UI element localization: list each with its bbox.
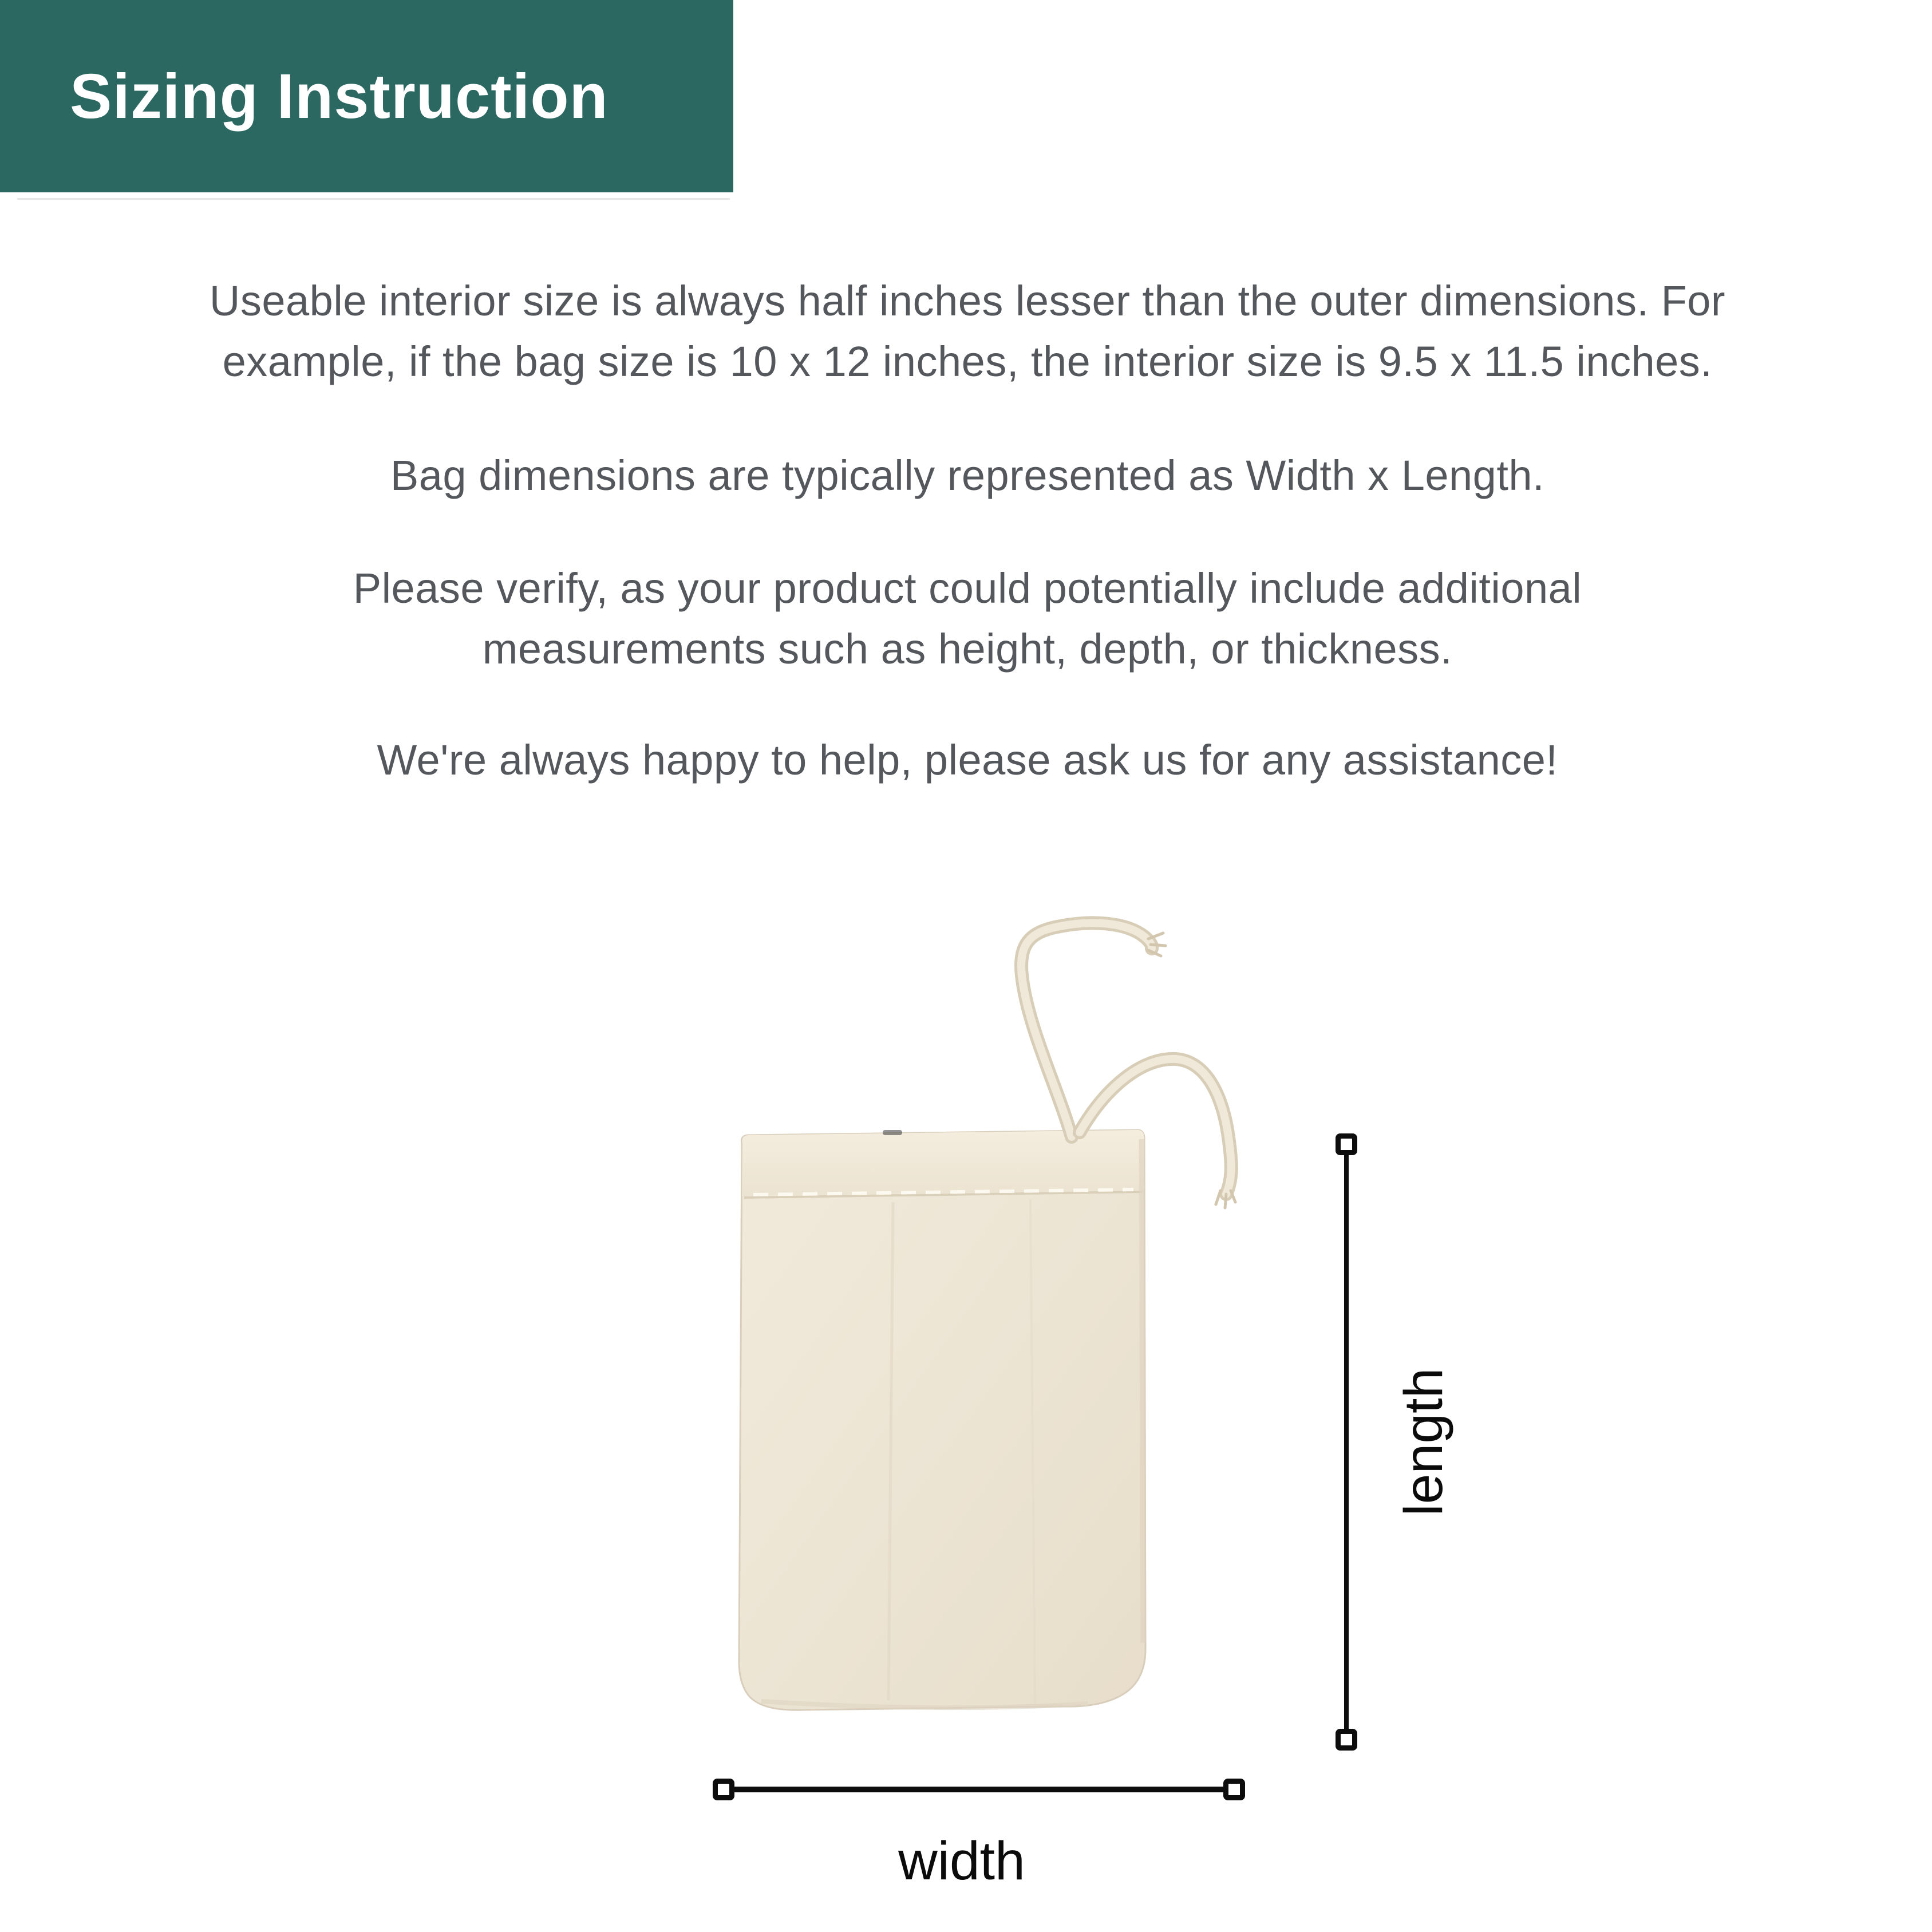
width-label: width [898,1831,1025,1891]
paragraph-line: Bag dimensions are typically represented as Width x Length. [390,452,1545,499]
page-title: Sizing Instruction [70,61,609,132]
bag-channel-band [742,1130,1144,1196]
length-start-marker [1336,1133,1357,1155]
width-start-marker [713,1779,734,1800]
hem-mark [883,1130,902,1135]
paragraph-line: measurements such as height, depth, or thickness. [482,625,1453,673]
bag-body [739,1130,1145,1710]
drawstring-cord-left [1021,923,1152,1137]
paragraph-line: example, if the bag size is 10 x 12 inches, the interior size is 9.5 x 11.5 inches. [222,338,1713,385]
fabric-edge-shadow [1141,1139,1143,1643]
cord-right-frayed-tip [1216,1191,1235,1208]
length-dimension-line [1344,1154,1349,1730]
paragraph-line: Please verify, as your product could potentially include additional [353,564,1582,612]
paragraph-line: We're always happy to help, please ask us for any assistance! [377,736,1558,784]
paragraph-line: Useable interior size is always half inches lesser than the outer dimensions. For [209,277,1726,325]
length-end-marker [1336,1729,1357,1751]
width-end-marker [1223,1779,1245,1800]
width-dimension-line [733,1787,1225,1792]
length-label: length [1393,1368,1454,1516]
